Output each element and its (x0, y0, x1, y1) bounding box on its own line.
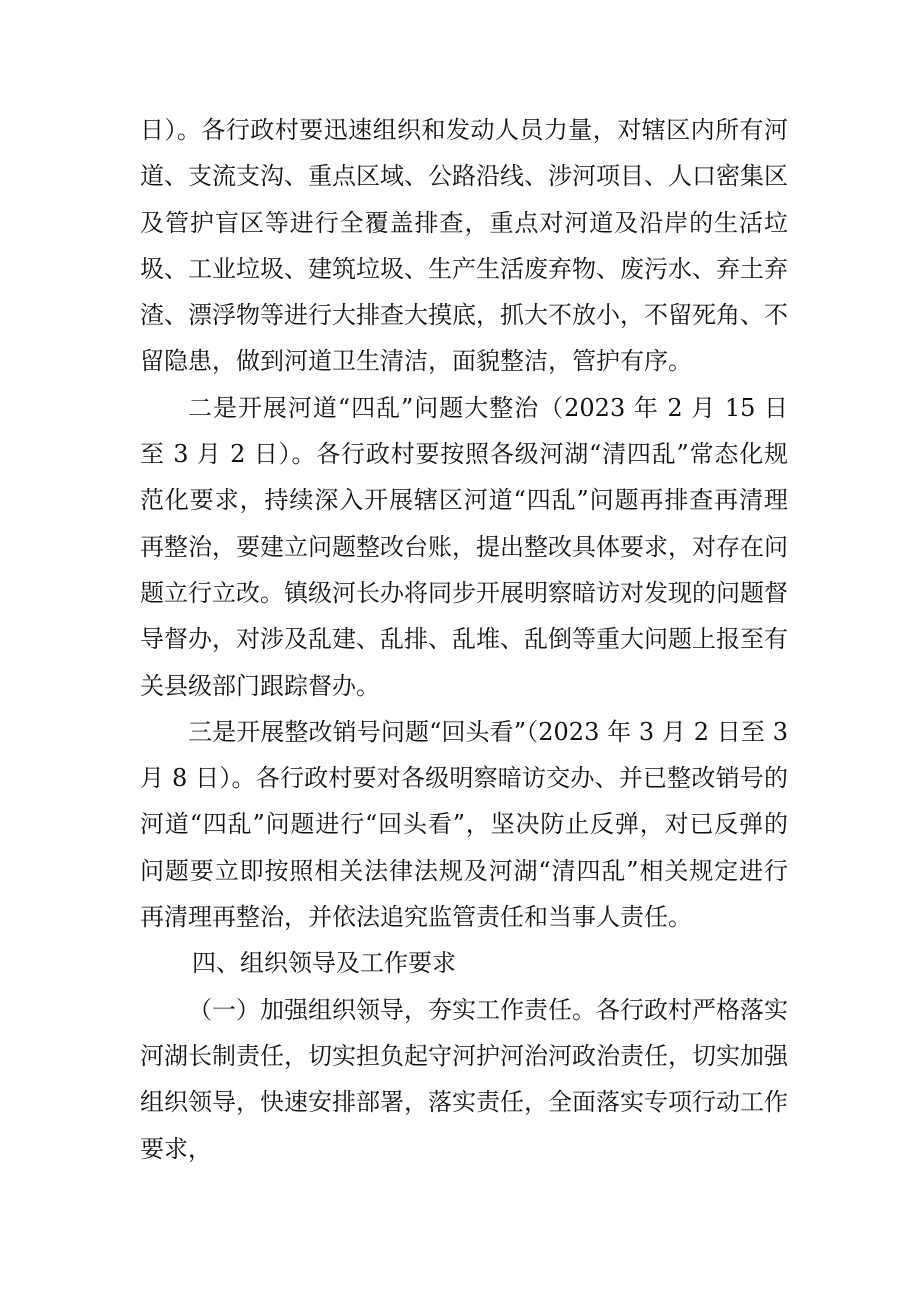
paragraph-investigation-continued: 日）。各行政村要迅速组织和发动人员力量，对辖区内所有河道、支流支沟、重点区域、公路沿线、涉河项目、人口密集区及管护盲区等进行全覆盖排查，重点对河道及沿岸的生活垃圾、工业垃圾、建筑垃圾、生产生活废弃物、废污水、弃土弃渣、漂浮物等进行大排查大摸底，抓大不放小，不留死角、不留隐患，做到河道卫生清洁，面貌整洁，管护有序。 (140, 116, 788, 376)
document-body (140, 107, 788, 1172)
section-heading-organization: 四、组织领导及工作要求 (192, 949, 456, 978)
paragraph-look-back-review: 三是开展整改销号问题“回头看”（2023 年 3 月 2 日至 3 月 8 日）。各行政村要对各级明察暗访交办、并已整改销号的河道“四乱”问题进行“回头看”，坚决防止反弹，对已反弹的问题要立即按照相关法律法规及河湖“清四乱”相关规定进行再清理再整治，并依法追究监管责任和当事人责任。 (140, 717, 788, 932)
paragraph-four-chaos-rectification: 二是开展河道“四乱”问题大整治（2023 年 2 月 15 日至 3 月 2 日）。各行政村要按照各级河湖“清四乱”常态化规范化要求，持续深入开展辖区河道“四乱”问题再排查再清理再整治，要建立问题整改台账，提出整改具体要求，对存在问题立行立改。镇级河长办将同步开展明察暗访对发现的问题督导督办，对涉及乱建、乱排、乱堆、乱倒等重大问题上报至有关县级部门跟踪督办。 (140, 393, 788, 700)
paragraph-strengthen-leadership: （一）加强组织领导，夯实工作责任。各行政村严格落实河湖长制责任，切实担负起守河护河治河政治责任，切实加强组织领导，快速安排部署，落实责任，全面落实专项行动工作要求， (140, 995, 788, 1163)
